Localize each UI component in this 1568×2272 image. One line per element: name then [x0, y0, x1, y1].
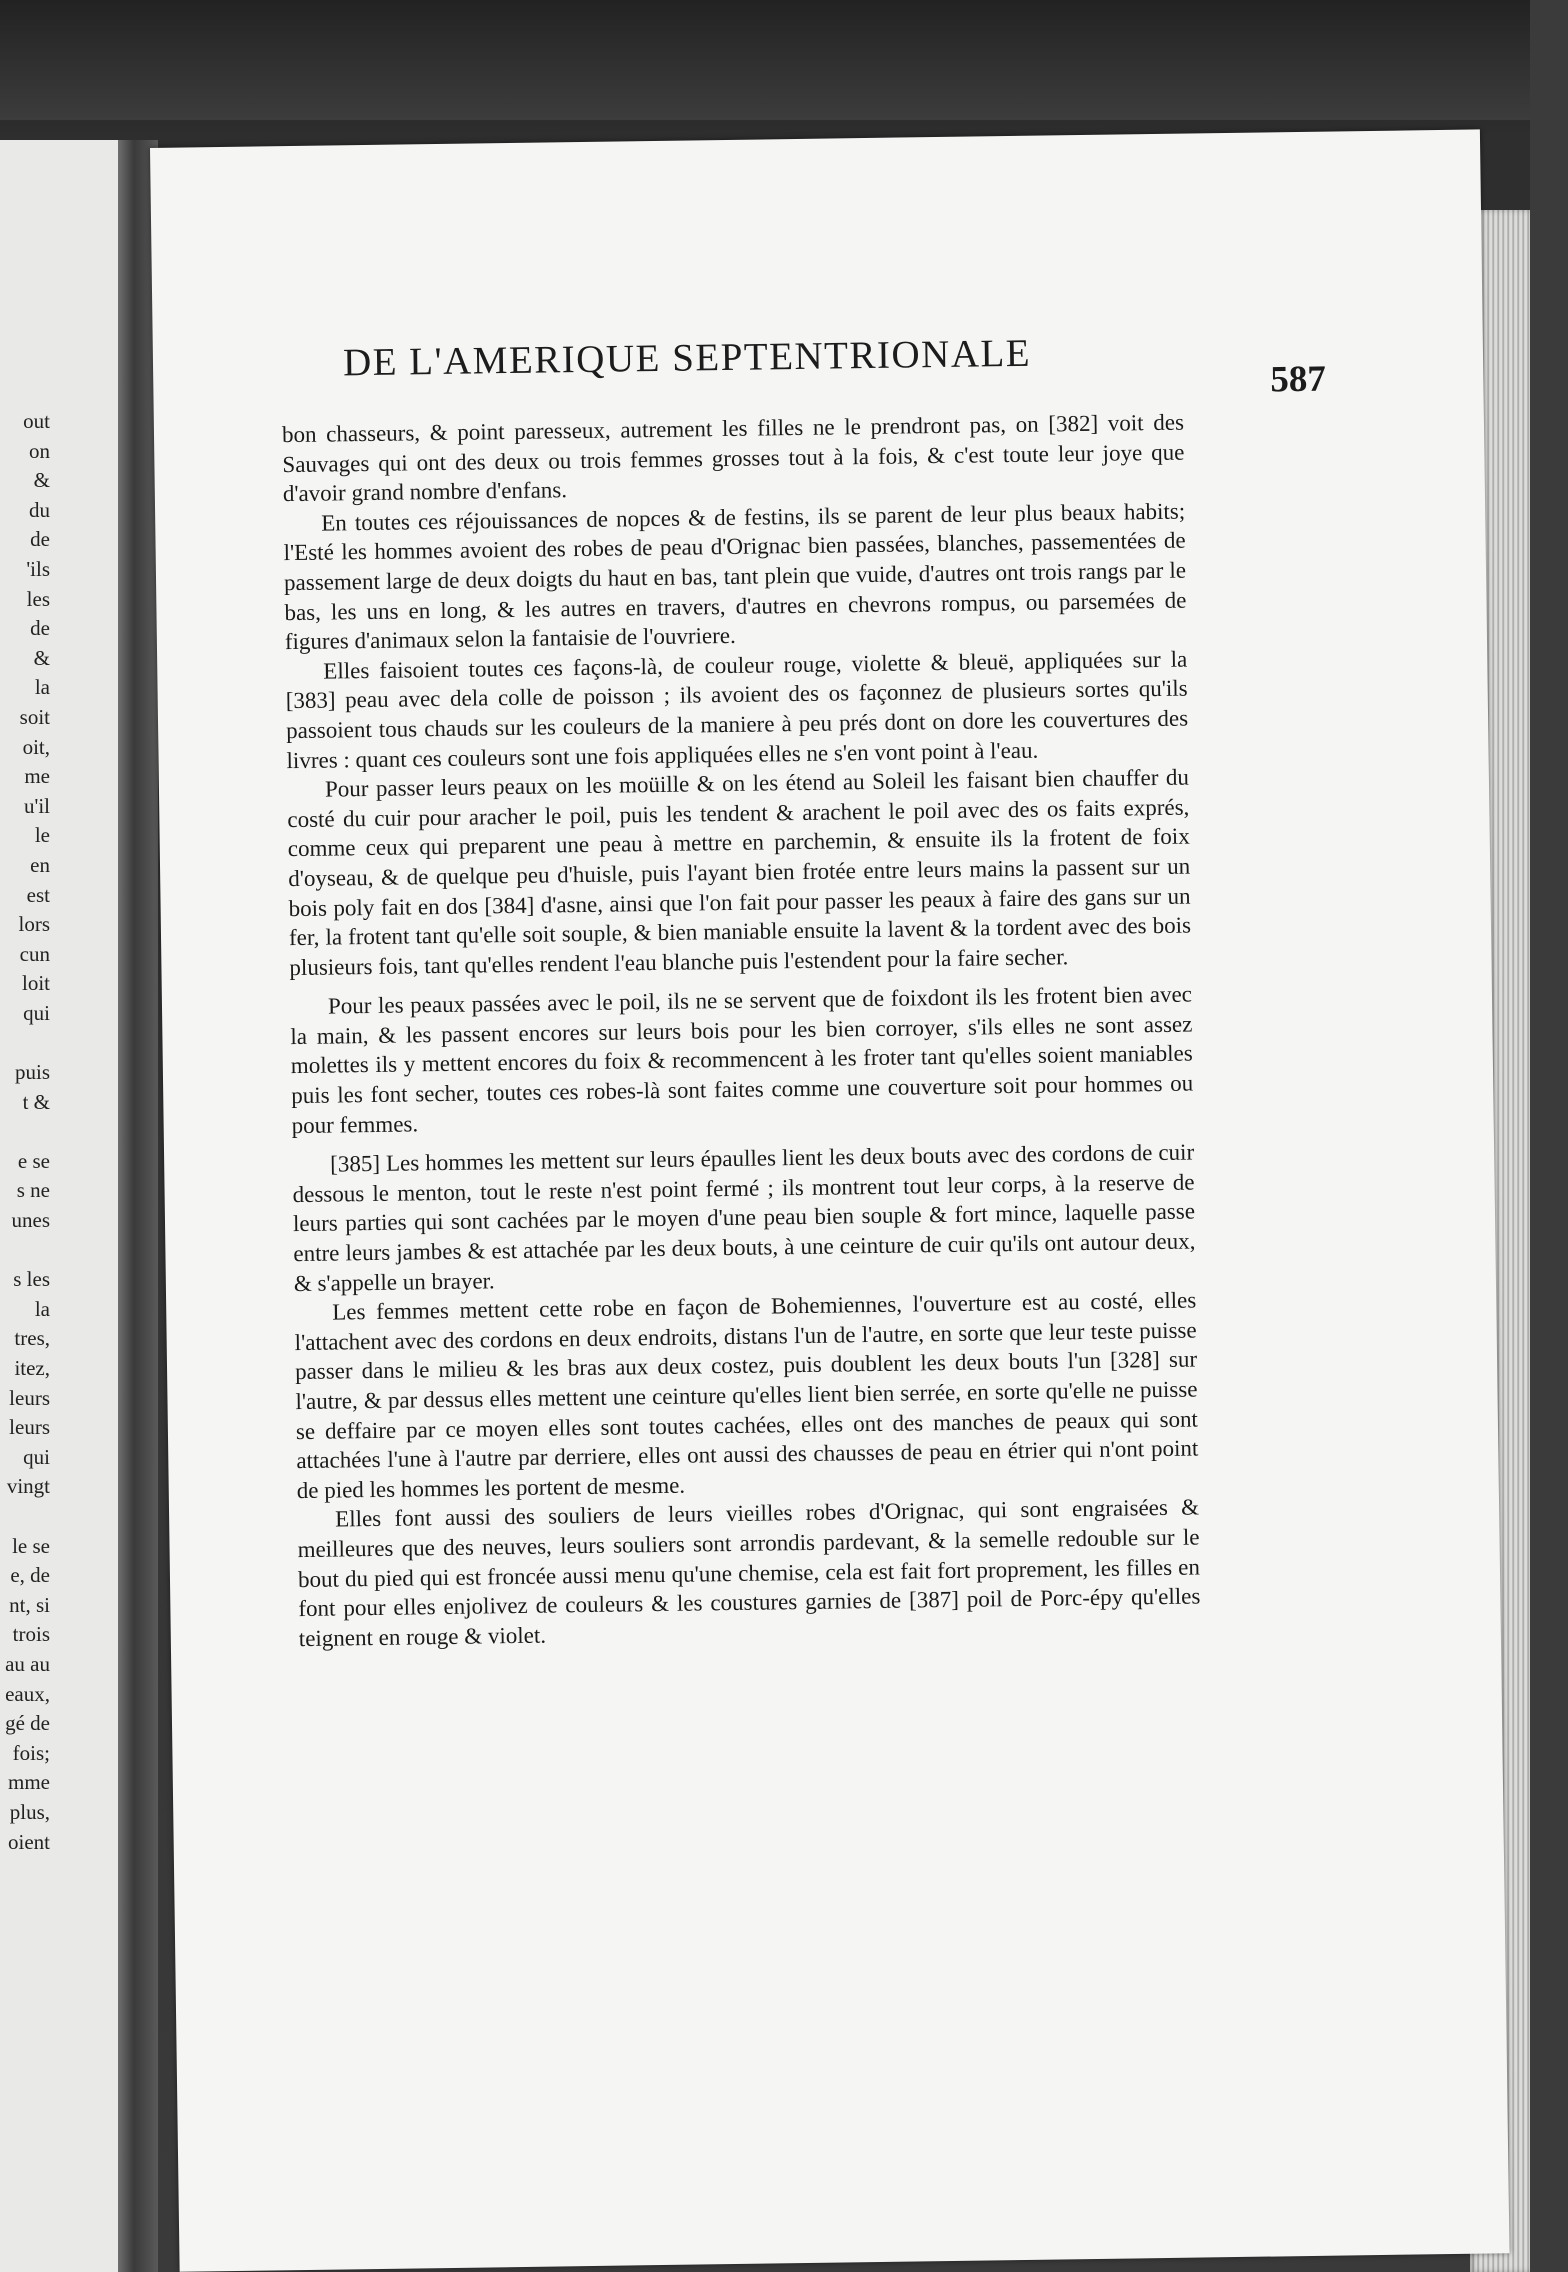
previous-page-fragment: 'ils [26, 556, 50, 581]
previous-page-fragment: plus, [9, 1799, 50, 1824]
paragraph: Pour les peaux passées avec le poil, ils ne se servent que de foixdont ils les frotent bien avec la main, & les passent encores sur leurs bois pour les bien corroyer, s'ils elles ne sont assez molettes ils y mettent encores du foix & recommencent à les froter tant qu'elles soient maniables puis les font secher, toutes ces robes-là sont faites comme une couverture soit pour hommes ou pour femmes. [290, 981, 1194, 1138]
running-head: DE L'AMERIQUE SEPTENTRIONALE [342, 331, 1032, 385]
previous-page-fragment: trois [12, 1622, 50, 1647]
previous-page-fragment [0, 1028, 50, 1058]
previous-page-fragment: nt, si [9, 1592, 50, 1617]
previous-page-fragment: itez, [14, 1356, 50, 1380]
previous-page-text [0, 407, 50, 1857]
previous-page-fragment: puis [14, 1060, 50, 1085]
previous-page-fragment: du [29, 497, 50, 522]
previous-page-fragment: de [30, 616, 50, 641]
previous-page-fragment: de [30, 527, 50, 552]
paragraph: Elles font aussi des souliers de leurs vieilles robes d'Orignac, qui sont engraisées & meilleures que des neuves, leurs souliers sont arrondis pardevant, & la semelle redouble sur le bout du pied qui est froncée aussi menu qu'une chemise, cela est fait fort proprement, les filles en font pour elles enjolivez de couleurs & les coustures garnies de [387] poil de Porc-épy qu'elles teignent en rouge & violet. [297, 1494, 1201, 1651]
previous-page-fragment: est [26, 882, 50, 907]
previous-page-fragment: vingt [6, 1474, 50, 1499]
previous-page-fragment: t & [22, 1089, 50, 1114]
previous-page-fragment: en [30, 852, 50, 877]
previous-page-fragment: la [34, 675, 50, 700]
previous-page-fragment: les [26, 586, 50, 611]
book-page [150, 129, 1510, 2271]
previous-page-fragment: & [33, 645, 50, 670]
previous-page-fragment: u'il [24, 793, 50, 818]
previous-page-fragment: gé de [5, 1711, 50, 1736]
previous-page-fragment: e se [17, 1148, 50, 1173]
previous-page-fragment [0, 1502, 50, 1532]
page-number: 587 [1270, 358, 1327, 401]
previous-page-fragment: unes [11, 1208, 50, 1233]
previous-page-fragment: le [34, 823, 50, 848]
background-top [0, 0, 1568, 120]
previous-page-fragment: s les [13, 1267, 50, 1292]
previous-page-fragment: out [23, 409, 50, 433]
previous-page-fragment: la [34, 1296, 50, 1321]
book-gutter [118, 140, 158, 2272]
previous-page-fragment: le se [12, 1533, 50, 1558]
previous-page-fragment: cun [19, 941, 50, 966]
previous-page-fragment: eaux, [5, 1681, 50, 1706]
previous-page-fragment: s ne [16, 1178, 50, 1203]
previous-page-fragment: tres, [14, 1326, 50, 1351]
previous-page-fragment [0, 1236, 50, 1266]
previous-page [0, 140, 128, 2272]
paragraph: En toutes ces réjouissances de nopces & de festins, ils se parent de leur plus beaux habits; l'Esté les hommes avoient des robes de peau d'Orignac bien passées, blanches, passementées de passement large de deux doigts du haut en bas, tant plein que vuide, d'autres ont trois rangs par le bas, les uns en long, & les autres en travers, d'autres en chevrons rompus, ou parsemées de figures d'animaux selon la fantaisie de l'ouvriere. [283, 498, 1187, 655]
background-right [1530, 0, 1568, 2272]
previous-page-fragment [0, 1117, 50, 1147]
previous-page-fragment: qui [23, 1444, 50, 1469]
previous-page-fragment: loit [21, 971, 50, 996]
previous-page-fragment: fois; [12, 1740, 50, 1765]
previous-page-fragment: soit [19, 704, 50, 729]
previous-page-fragment: lors [18, 912, 50, 937]
previous-page-fragment: au au [5, 1651, 50, 1676]
previous-page-fragment: me [24, 764, 50, 789]
paragraph: Pour passer leurs peaux on les moüille & on les étend au Soleil les faisant bien chauffer du costé du cuir pour aracher le poil, puis les tendent & arachent le poil avec des os faits exprés, comme ceux qui preparent une peau à mettre en parchemin, & ensuite ils la frotent de foix d'oyseau, & de quelque peu d'huisle, puis l'ayant bien frotée entre leurs mains la passent sur un bois poly fait en dos [384] d'asne, ainsi que l'on fait pour passer les peaux à faire des gans sur un fer, la frotent tant qu'elle soit souple, & bien maniable ensuite la lavent & la tordent avec des bois plusieurs fois, tant qu'elles rendent l'eau blanche puis l'estendent pour la faire secher. [287, 764, 1192, 980]
previous-page-fragment: qui [23, 1000, 50, 1025]
previous-page-fragment: on [29, 438, 50, 463]
paragraph: Elles faisoient toutes ces façons-là, de couleur rouge, violette & bleuë, appliquées sur la [383] peau avec dela colle de poisson ; ils avoient des os façonnez de plusieurs sortes qu'ils passoient tous chauds sur les couleurs de la maniere à peu prés dont on dore les couvertures des livres : quant ces couleurs sont une fois appliquées elles ne s'en vont point à l'eau. [285, 646, 1189, 773]
paragraph: [385] Les hommes les mettent sur leurs épaulles lient les deux bouts avec des cordons de cuir dessous le menton, tout le reste n'est point fermé ; ils montrent tout leur corps, à la reserve de leurs parties qui sont cachées par le moyen d'une peau bien souple & fort mince, laquelle passe entre leurs jambes & est attachée par les deux bouts, à une ceinture de cuir qu'ils ont autour deux, & s'appelle un brayer. [292, 1139, 1196, 1296]
previous-page-fragment: leurs [9, 1415, 50, 1440]
previous-page-fragment: e, de [10, 1563, 50, 1588]
previous-page-fragment: leurs [9, 1385, 50, 1410]
paragraph: bon chasseurs, & point paresseux, autrement les filles ne le prendront pas, on [382] voit des Sauvages qui ont des deux ou trois femmes grosses tout à la fois, & c'est toute leur joye que d'avoir grand nombre d'enfans. [281, 409, 1185, 507]
body-text [282, 408, 1201, 1654]
paragraph: Les femmes mettent cette robe en façon de Bohemiennes, l'ouverture est au costé, elles l'attachent avec des cordons en deux endroits, distans l'un de l'autre, en sorte que leur teste puisse passer dans le milieu & les bras aux deux costez, puis doublent les deux bouts l'un [328] sur l'autre, & par dessus elles mettent une ceinture qu'elles lient bien serrée, en sorte qu'elle ne puisse se deffaire par ce moyen elles sont toutes cachées, elles ont des manches de peaux qui sont attachées l'une à l'autre par derriere, elles ont aussi des chausses de peau en étrier qui n'ont point de pied les hommes les portent de mesme. [294, 1287, 1199, 1503]
previous-page-fragment: & [33, 468, 50, 493]
previous-page-fragment: oient [8, 1829, 50, 1854]
previous-page-fragment: mme [8, 1770, 50, 1795]
previous-page-fragment: oit, [22, 734, 50, 759]
